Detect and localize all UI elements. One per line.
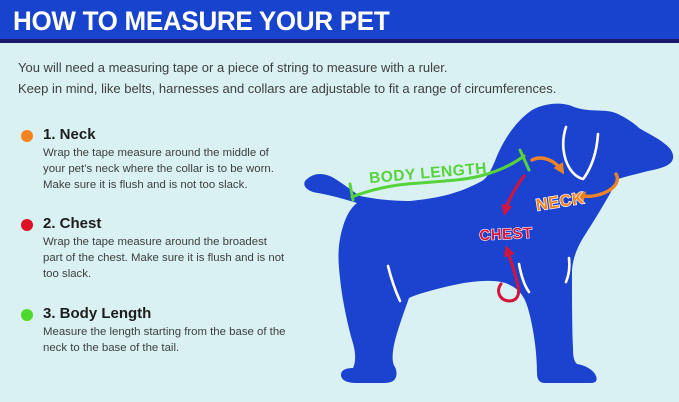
- intro-paragraph: You will need a measuring tape or a piece of string to measure with a ruler. Keep in mind, like belts, harnesses and collars are adjustable to fit a range of circumferences.: [18, 60, 557, 96]
- bullet-dot-red: [21, 219, 33, 231]
- title-bar: [0, 0, 679, 43]
- step-chest-title: 2. Chest: [43, 215, 102, 232]
- step-neck-description: Wrap the tape measure around the middle of your pet’s neck where the collar is to be worn. Make sure it is flush and is not too slack.: [43, 147, 274, 192]
- step-neck-title: 1. Neck: [43, 126, 96, 143]
- step-body-length-title: 3. Body Length: [43, 305, 152, 322]
- chest-label: CHEST: [478, 224, 534, 245]
- page-title: HOW TO MEASURE YOUR PET: [13, 5, 390, 37]
- bullet-dot-orange: [21, 130, 33, 142]
- bullet-dot-green: [21, 309, 33, 321]
- step-chest-description: Wrap the tape measure around the broadest part of the chest. Make sure it is flush and is not too slack.: [43, 236, 285, 281]
- neck-label: NECK: [534, 189, 586, 215]
- dog-measurement-diagram: [300, 100, 679, 402]
- body-length-label: BODY LENGTH: [368, 159, 488, 188]
- step-body-length-description: Measure the length starting from the base of the neck to the base of the tail.: [43, 326, 286, 355]
